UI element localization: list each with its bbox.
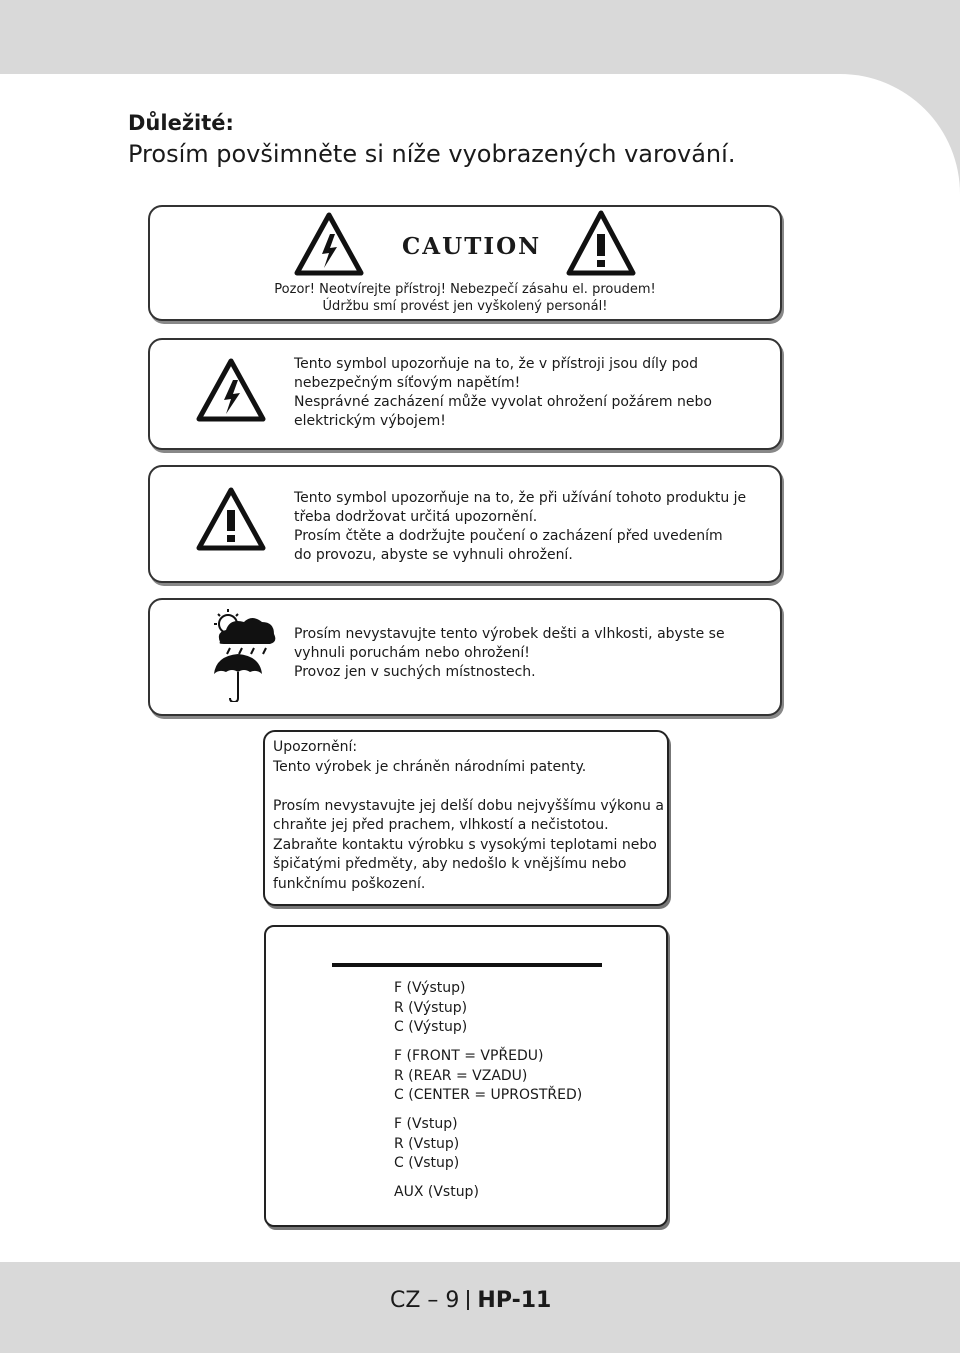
caution-line-1: Pozor! Neotvírejte přístroj! Nebezpečí zásahu el. proudem! [274, 282, 656, 297]
rain-umbrella-icon [208, 608, 280, 702]
warning-moisture-line: Prosím nevystavujte tento výrobek dešti a vlhkosti, abyste se [294, 626, 725, 642]
heading-subtitle: Prosím povšimněte si níže vyobrazených varování. [128, 140, 736, 168]
legend-item: C (CENTER = UPROSTŘED) [394, 1087, 583, 1103]
warning-attention-line: Tento symbol upozorňuje na to, že při užívání tohoto produktu je [294, 490, 747, 506]
channel-legend [394, 1047, 582, 1106]
output-item: R (Výstup) [394, 999, 468, 1016]
notice-line: Tento výrobek je chráněn národními patenty. [273, 758, 587, 775]
caution-label [148, 205, 782, 321]
output-item: F (Výstup) [394, 980, 466, 996]
notice-line: funkčnímu poškození. [273, 875, 426, 892]
page-number [390, 1288, 551, 1313]
notice-line: Upozornění: [273, 739, 358, 755]
warning-moisture-line: vyhnuli poruchám nebo ohrožení! [294, 645, 530, 661]
notice-line: špičatými předměty, aby nedošlo k vnějšímu nebo [273, 856, 627, 872]
divider-bar [332, 963, 602, 967]
heading [128, 108, 735, 170]
input-list [394, 1115, 459, 1174]
input-item: F (Vstup) [394, 1116, 458, 1132]
notice-line: chraňte jej před prachem, vlhkostí a nečistotou. [273, 817, 609, 833]
warning-attention-line: do provozu, abyste se vyhnuli ohrožení. [294, 547, 573, 563]
warning-attention-line: Prosím čtěte a dodržujte poučení o zacházení před uvedením [294, 528, 723, 544]
notice-box [263, 730, 669, 906]
model-name: HP-11 [477, 1288, 552, 1313]
output-list [394, 979, 467, 1038]
output-item: C (Výstup) [394, 1019, 468, 1035]
input-item: C (Vstup) [394, 1155, 460, 1171]
heading-title: Důležité: [128, 111, 234, 135]
exclamation-triangle-icon [196, 487, 266, 551]
separator [467, 1290, 469, 1310]
notice-line [273, 777, 664, 797]
legend-item: F (FRONT = VPŘEDU) [394, 1048, 544, 1064]
warning-voltage-line: Tento symbol upozorňuje na to, že v přístroji jsou díly pod [294, 356, 698, 372]
caution-line-2: Údržbu smí provést jen vyškolený personál! [322, 299, 608, 314]
notice-line: Zabraňte kontaktu výrobku s vysokými teplotami nebo [273, 836, 657, 853]
warning-voltage [148, 338, 782, 450]
page-label: CZ – 9 [390, 1288, 460, 1313]
legend-item: R (REAR = VZADU) [394, 1067, 528, 1084]
notice-line: Prosím nevystavujte jej delší dobu nejvyššímu výkonu a [273, 797, 664, 814]
caution-title: CAUTION [402, 233, 542, 260]
warning-moisture-line: Provoz jen v suchých místnostech. [294, 664, 536, 680]
lightning-triangle-icon [294, 212, 364, 276]
warning-voltage-line: elektrickým výbojem! [294, 413, 446, 429]
exclamation-triangle-icon [566, 210, 636, 276]
warning-attention-line: třeba dodržovat určitá upozornění. [294, 509, 538, 525]
warning-moisture [148, 598, 782, 716]
warning-voltage-line: Nesprávné zacházení může vyvolat ohrožení požárem nebo [294, 394, 712, 410]
warning-attention [148, 465, 782, 583]
input-item: R (Vstup) [394, 1135, 460, 1152]
connector-panel [264, 925, 668, 1227]
aux-input: AUX (Vstup) [394, 1184, 479, 1200]
lightning-triangle-icon [196, 358, 266, 422]
warning-voltage-line: nebezpečným síťovým napětím! [294, 375, 521, 391]
